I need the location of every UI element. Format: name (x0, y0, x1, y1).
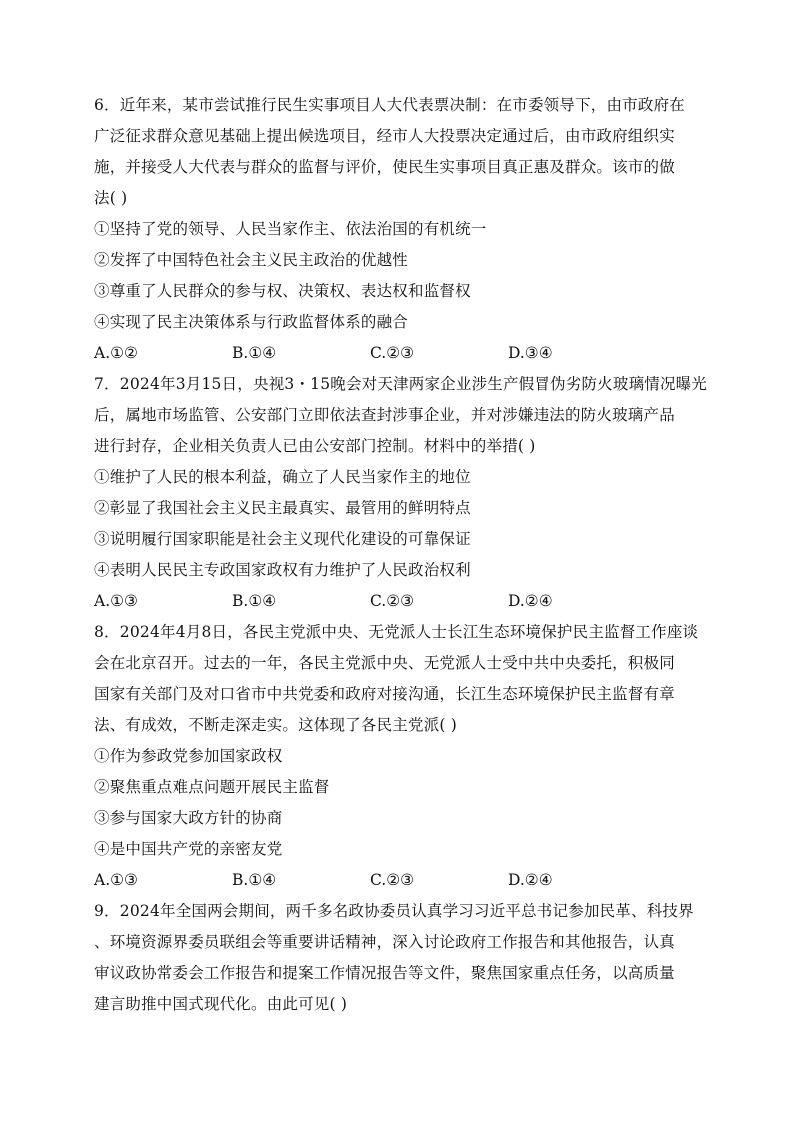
statement-1: ①坚持了党的领导、人民当家作主、依法治国的有机统一 (94, 220, 487, 238)
option-b: B.①④ (232, 871, 277, 889)
statement-1: ①作为参政党参加国家政权 (94, 747, 283, 765)
statement-4: ④表明人民民主专政国家政权有力维护了人民政治权利 (94, 561, 471, 579)
answer-options (94, 338, 706, 369)
statement-4: ④是中国共产党的亲密友党 (94, 840, 283, 858)
option-d: D.②④ (508, 871, 553, 889)
question-stem-line: 后，属地市场监管、公安部门立即依法查封涉事企业，并对涉嫌违法的防火玻璃产品 (94, 406, 675, 424)
option-c: C.②③ (370, 871, 415, 889)
option-d: D.②④ (508, 592, 553, 610)
question-stem-line: 广泛征求群众意见基础上提出候选项目，经市人大投票决定通过后，由市政府组织实 (94, 127, 675, 145)
question-stem-line: 法、有成效，不断走深走实。这体现了各民主党派( ) (94, 716, 458, 734)
statement-2: ②发挥了中国特色社会主义民主政治的优越性 (94, 251, 409, 269)
question-stem-line: 9．2024年全国两会期间，两千多名政协委员认真学习习近平总书记参加民革、科技界 (94, 902, 694, 920)
statement-1: ①维护了人民的根本利益，确立了人民当家作主的地位 (94, 468, 471, 486)
question-stem-line: 法( ) (94, 189, 128, 207)
option-a: A.①② (94, 344, 138, 362)
question-stem-line: 审议政协常委会工作报告和提案工作情况报告等文件，聚焦国家重点任务，以高质量 (94, 964, 675, 982)
question-stem-line: 进行封存，企业相关负责人已由公安部门控制。材料中的举措( ) (94, 437, 536, 455)
answer-options (94, 865, 706, 896)
statement-3: ③参与国家大政方针的协商 (94, 809, 283, 827)
question-stem-line: 建言助推中国式现代化。由此可见( ) (94, 995, 348, 1013)
question-stem-line: 、环境资源界委员联组会等重要讲话精神，深入讨论政府工作报告和其他报告，认真 (94, 933, 675, 951)
question-7 (94, 369, 706, 617)
answer-options (94, 586, 706, 617)
question-stem-line: 7．2024年3月15日，央视3・15晚会对天津两家企业涉生产假冒伪劣防火玻璃情况曝光 (94, 375, 708, 393)
statement-2: ②聚焦重点难点问题开展民主监督 (94, 778, 330, 796)
option-c: C.②③ (370, 592, 415, 610)
question-stem-line: 会在北京召开。过去的一年，各民主党派中央、无党派人士受中共中央委托，积极同 (94, 654, 675, 672)
question-stem-line: 6．近年来，某市尝试推行民生实事项目人大代表票决制：在市委领导下，由市政府在 (94, 96, 685, 114)
option-a: A.①③ (94, 592, 138, 610)
question-stem-line: 施，并接受人大代表与群众的监督与评价，使民生实事项目真正惠及群众。该市的做 (94, 158, 675, 176)
question-9 (94, 896, 706, 1020)
question-stem-line: 国家有关部门及对口省市中共党委和政府对接沟通，长江生态环境保护民主监督有章 (94, 685, 675, 703)
question-6 (94, 90, 706, 369)
option-b: B.①④ (232, 344, 277, 362)
option-d: D.③④ (508, 344, 553, 362)
statement-2: ②彰显了我国社会主义民主最真实、最管用的鲜明特点 (94, 499, 471, 517)
question-list (94, 90, 706, 1020)
statement-3: ③说明履行国家职能是社会主义现代化建设的可靠保证 (94, 530, 471, 548)
question-stem-line: 8．2024年4月8日，各民主党派中央、无党派人士长江生态环境保护民主监督工作座谈 (94, 623, 699, 641)
option-c: C.②③ (370, 344, 415, 362)
option-b: B.①④ (232, 592, 277, 610)
statement-3: ③尊重了人民群众的参与权、决策权、表达权和监督权 (94, 282, 471, 300)
option-a: A.①③ (94, 871, 138, 889)
statement-4: ④实现了民主决策体系与行政监督体系的融合 (94, 313, 409, 331)
question-8 (94, 617, 706, 896)
